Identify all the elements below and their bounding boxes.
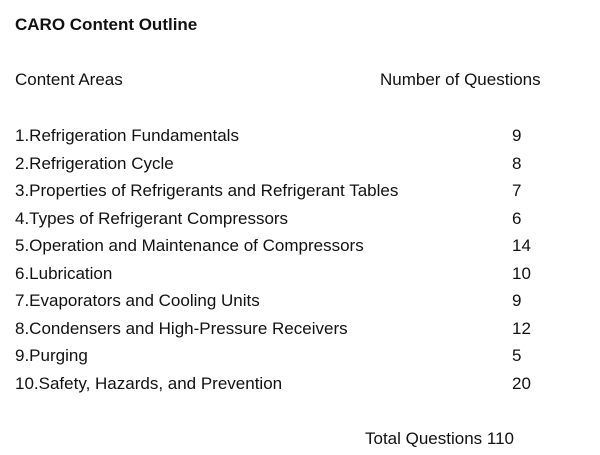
question-count: 20 [512, 373, 531, 393]
list-item [15, 345, 585, 373]
content-area-label: 3.Properties of Refrigerants and Refrigerant Tables [15, 181, 399, 200]
question-count: 5 [512, 346, 522, 365]
content-area-label: 5.Operation and Maintenance of Compressors [15, 236, 364, 255]
page-title: CARO Content Outline [15, 15, 198, 34]
list-item [15, 180, 585, 208]
list-item [15, 125, 585, 153]
list-item [15, 373, 585, 401]
content-area-label: 6.Lubrication [15, 263, 113, 283]
content-areas-list [15, 125, 585, 400]
total-questions: Total Questions 110 [365, 429, 514, 448]
question-count: 10 [512, 263, 531, 283]
list-item [15, 290, 585, 318]
list-item [15, 318, 585, 346]
content-areas-header: Content Areas [15, 70, 123, 89]
question-count: 6 [512, 208, 522, 228]
number-of-questions-header: Number of Questions [380, 70, 541, 89]
question-count: 9 [512, 126, 522, 145]
question-count: 14 [512, 236, 531, 255]
list-item [15, 263, 585, 291]
content-area-label: 10.Safety, Hazards, and Prevention [15, 373, 283, 393]
question-count: 8 [512, 153, 522, 173]
question-count: 12 [512, 318, 531, 338]
content-area-label: 1.Refrigeration Fundamentals [15, 126, 239, 145]
content-area-label: 4.Types of Refrigerant Compressors [15, 208, 289, 228]
list-item [15, 153, 585, 181]
content-area-label: 8.Condensers and High-Pressure Receivers [15, 318, 348, 338]
content-area-label: 7.Evaporators and Cooling Units [15, 291, 260, 310]
list-item [15, 235, 585, 263]
list-item [15, 208, 585, 236]
content-area-label: 9.Purging [15, 346, 88, 365]
content-area-label: 2.Refrigeration Cycle [15, 153, 174, 173]
question-count: 7 [512, 181, 522, 200]
question-count: 9 [512, 291, 522, 310]
